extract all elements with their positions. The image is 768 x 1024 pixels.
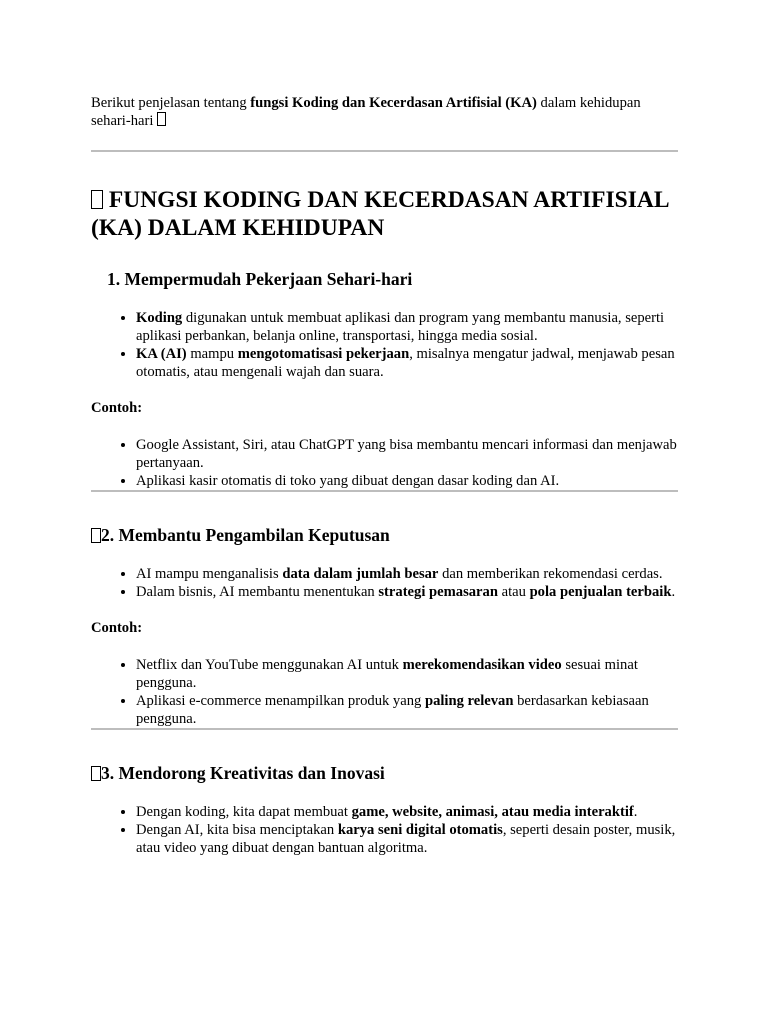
section-2-examples <box>91 656 678 728</box>
item-text: berdasarkan kebiasaan pengguna. <box>136 693 649 727</box>
section-1-examples <box>91 436 678 490</box>
list-item <box>136 803 678 821</box>
divider <box>91 490 678 492</box>
list-item <box>136 565 678 583</box>
item-text: sesuai minat pengguna. <box>136 657 638 691</box>
item-text: Dengan koding, kita dapat membuat <box>136 804 352 820</box>
item-text: Dalam bisnis, AI membantu menentukan <box>136 584 379 600</box>
intro-text: Berikut penjelasan tentang <box>91 95 251 111</box>
contoh-label: Contoh: <box>91 400 143 416</box>
item-text: . <box>633 804 638 820</box>
item-text: mampu <box>186 346 238 362</box>
section-3-title <box>91 762 678 784</box>
page-title-text: FUNGSI KODING DAN KECERDASAN ARTIFISIAL (KA) DALAM KEHIDUPAN <box>91 187 669 241</box>
section-2-title-text: 2. Membantu Pengambilan Keputusan <box>101 525 390 545</box>
section-3-title-text: 3. Mendorong Kreativitas dan Inovasi <box>101 763 385 783</box>
item-text: , seperti desain poster, musik, atau video yang dibuat dengan bantuan algoritma. <box>136 822 676 856</box>
missing-glyph-icon <box>91 190 103 209</box>
list-item <box>136 821 678 857</box>
bold-text: paling relevan <box>424 693 514 709</box>
list-item <box>136 309 678 345</box>
missing-glyph-icon <box>91 528 101 543</box>
item-text: , misalnya mengatur jadwal, menjawab pesan otomatis, atau mengenali wajah dan suara. <box>136 346 675 380</box>
section-1-title: 1. Mempermudah Pekerjaan Sehari-hari <box>107 269 413 289</box>
list-item <box>136 345 678 381</box>
list-item: • Aplikasi kasir otomatis di toko yang dibuat dengan dasar koding dan AI. <box>136 472 678 490</box>
bold-text: KA (AI) <box>136 346 187 362</box>
section-2-list <box>91 565 678 601</box>
intro-text-end: dalam kehidupan sehari-hari <box>91 95 641 129</box>
list-item <box>136 692 678 728</box>
item-text: dan memberikan rekomendasi cerdas. <box>438 566 663 582</box>
missing-glyph-icon <box>91 766 101 781</box>
item-text: . <box>671 584 676 600</box>
item-text: digunakan untuk membuat aplikasi dan program yang membantu manusia, seperti aplikasi perbankan, belanja online, transportasi, hingga media sosial. <box>136 310 665 344</box>
divider <box>91 150 678 152</box>
bold-text: data dalam jumlah besar <box>282 566 439 582</box>
section-1-list <box>91 309 678 381</box>
item-text: Aplikasi e-commerce menampilkan produk yang <box>136 693 425 709</box>
item-text: Dengan AI, kita bisa menciptakan <box>136 822 338 838</box>
intro-paragraph <box>91 94 678 130</box>
bold-text: pola penjualan terbaik <box>529 584 672 600</box>
section-3-list <box>91 803 678 857</box>
page-title <box>91 186 678 242</box>
list-item <box>136 583 678 601</box>
divider <box>91 728 678 730</box>
bold-text: Koding <box>136 310 183 326</box>
list-item <box>136 656 678 692</box>
item-text: atau <box>497 584 530 600</box>
bold-text: game, website, animasi, atau media interaktif <box>351 804 634 820</box>
bold-text: merekomendasikan video <box>402 657 562 673</box>
section-2-title <box>91 524 678 546</box>
list-item: • Google Assistant, Siri, atau ChatGPT yang bisa membantu mencari informasi dan menjawab pertanyaan. <box>136 436 678 472</box>
item-text: AI mampu menganalisis <box>136 566 283 582</box>
bold-text: strategi pemasaran <box>378 584 498 600</box>
item-text: Netflix dan YouTube menggunakan AI untuk <box>136 657 403 673</box>
intro-bold-text: fungsi Koding dan Kecerdasan Artifisial (KA) <box>250 95 537 111</box>
missing-glyph-icon <box>157 112 166 126</box>
bold-text: mengotomatisasi pekerjaan <box>237 346 410 362</box>
contoh-label: Contoh: <box>91 620 143 636</box>
bold-text: karya seni digital otomatis <box>337 822 503 838</box>
